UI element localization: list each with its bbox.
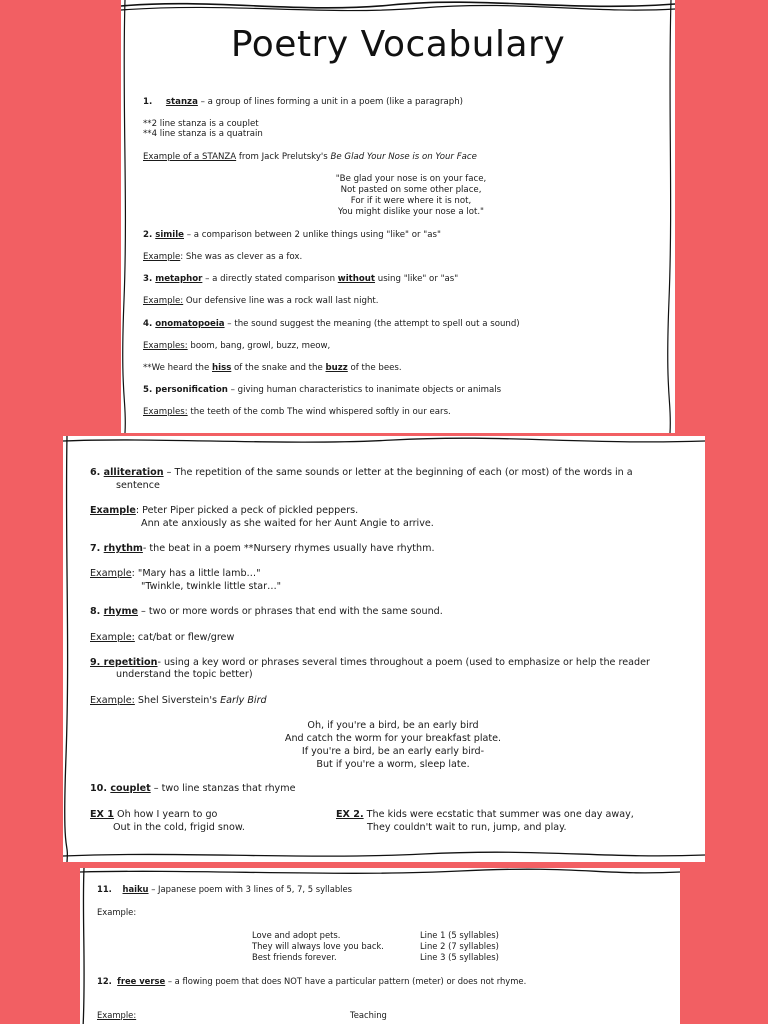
page-border-top — [121, 0, 675, 18]
term-metaphor: 3. metaphor – a directly stated comparison without using "like" or "as" — [143, 274, 459, 284]
rhythm-example-2: "Twinkle, twinkle little star…" — [141, 581, 282, 592]
onomatopoeia-examples: Examples: boom, bang, growl, buzz, meow, — [143, 341, 331, 351]
term-personification: 5. personification – giving human characteristics to inanimate objects or animals — [143, 385, 502, 395]
worksheet-page-1 — [121, 0, 675, 433]
worksheet-page-2 — [63, 436, 705, 862]
alliteration-example: Example: Peter Piper picked a peck of pickled peppers. — [90, 505, 359, 516]
poem-line: And catch the worm for your breakfast plate. — [284, 733, 502, 744]
term-repetition: 9. repetition- using a key word or phrases several times throughout a poem (used to emphasize or help the reader — [90, 657, 650, 668]
page-border-left — [63, 436, 73, 862]
personification-examples: Examples: the teeth of the comb The wind whispered softly in our ears. — [143, 407, 451, 417]
term-haiku: 11. haiku – Japanese poem with 3 lines of 5, 7, 5 syllables — [97, 884, 353, 894]
term-couplet: 10. couplet – two line stanzas that rhyme — [90, 783, 296, 794]
couplet-example-2: EX 2. The kids were ecstatic that summer was one day away, — [336, 809, 634, 820]
term-stanza: 1. stanza – a group of lines forming a unit in a poem (like a paragraph) — [143, 97, 464, 107]
haiku-syllable-count: Line 3 (5 syllables) — [420, 952, 499, 962]
page-border-bottom — [63, 848, 705, 862]
term-rhyme: 8. rhyme – two or more words or phrases that end with the same sound. — [90, 606, 443, 617]
page-border-top — [80, 868, 680, 880]
alliteration-def-cont: sentence — [116, 480, 160, 491]
repetition-example: Example: Shel Siverstein's Early Bird — [90, 695, 267, 706]
repetition-def-cont: understand the topic better) — [116, 669, 253, 680]
poem-line: Oh, if you're a bird, be an early bird — [307, 720, 479, 731]
alliteration-example-2: Ann ate anxiously as she waited for her Aunt Angie to arrive. — [141, 518, 434, 529]
simile-example: Example: She was as clever as a fox. — [143, 252, 303, 262]
poem-line: You might dislike your nose a lot." — [337, 207, 485, 217]
term-alliteration: 6. alliteration – The repetition of the same sounds or letter at the beginning of each (or most) of the words in a — [90, 467, 633, 478]
poem-line: For if it were where it is not, — [350, 196, 472, 206]
onomatopoeia-sentence: **We heard the hiss of the snake and the buzz of the bees. — [143, 363, 402, 373]
metaphor-example: Example: Our defensive line was a rock wall last night. — [143, 296, 379, 306]
term-simile: 2. simile – a comparison between 2 unlike things using "like" or "as" — [143, 230, 441, 240]
poem-line: If you're a bird, be an early early bird- — [301, 746, 485, 757]
page-border-left — [80, 868, 90, 1024]
stanza-example: Example of a STANZA from Jack Prelutsky's Be Glad Your Nose is on Your Face — [143, 152, 477, 162]
haiku-line: They will always love you back. — [252, 941, 384, 951]
haiku-syllable-count: Line 1 (5 syllables) — [420, 930, 499, 940]
free-verse-example-title: Teaching — [350, 1010, 387, 1020]
poem-line: "Be glad your nose is on your face, — [335, 174, 487, 184]
couplet-example-1: EX 1 Oh how I yearn to go — [90, 809, 218, 820]
term-onomatopoeia: 4. onomatopoeia – the sound suggest the meaning (the attempt to spell out a sound) — [143, 319, 520, 329]
poem-line: Not pasted on some other place, — [340, 185, 482, 195]
haiku-line: Best friends forever. — [252, 952, 337, 962]
worksheet-page-3 — [80, 868, 680, 1024]
term-rhythm: 7. rhythm- the beat in a poem **Nursery rhymes usually have rhythm. — [90, 543, 435, 554]
couplet-example-1-line2: Out in the cold, frigid snow. — [113, 822, 245, 833]
page-border-top — [63, 436, 705, 450]
couplet-example-2-line2: They couldn't wait to run, jump, and play. — [367, 822, 567, 833]
rhythm-example: Example: "Mary has a little lamb…" — [90, 568, 261, 579]
haiku-line: Love and adopt pets. — [252, 930, 341, 940]
quatrain-note: **4 line stanza is a quatrain — [143, 129, 263, 139]
free-verse-example-label: Example: — [97, 1010, 137, 1020]
poem-line: But if you're a worm, sleep late. — [316, 759, 470, 770]
rhyme-example: Example: cat/bat or flew/grew — [90, 632, 235, 643]
page-title: Poetry Vocabulary — [230, 24, 566, 65]
haiku-example-label: Example: — [97, 907, 137, 917]
couplet-note: **2 line stanza is a couplet — [143, 119, 259, 129]
haiku-syllable-count: Line 2 (7 syllables) — [420, 941, 499, 951]
term-free-verse: 12. free verse – a flowing poem that does NOT have a particular pattern (meter) or does not rhyme. — [97, 976, 527, 986]
